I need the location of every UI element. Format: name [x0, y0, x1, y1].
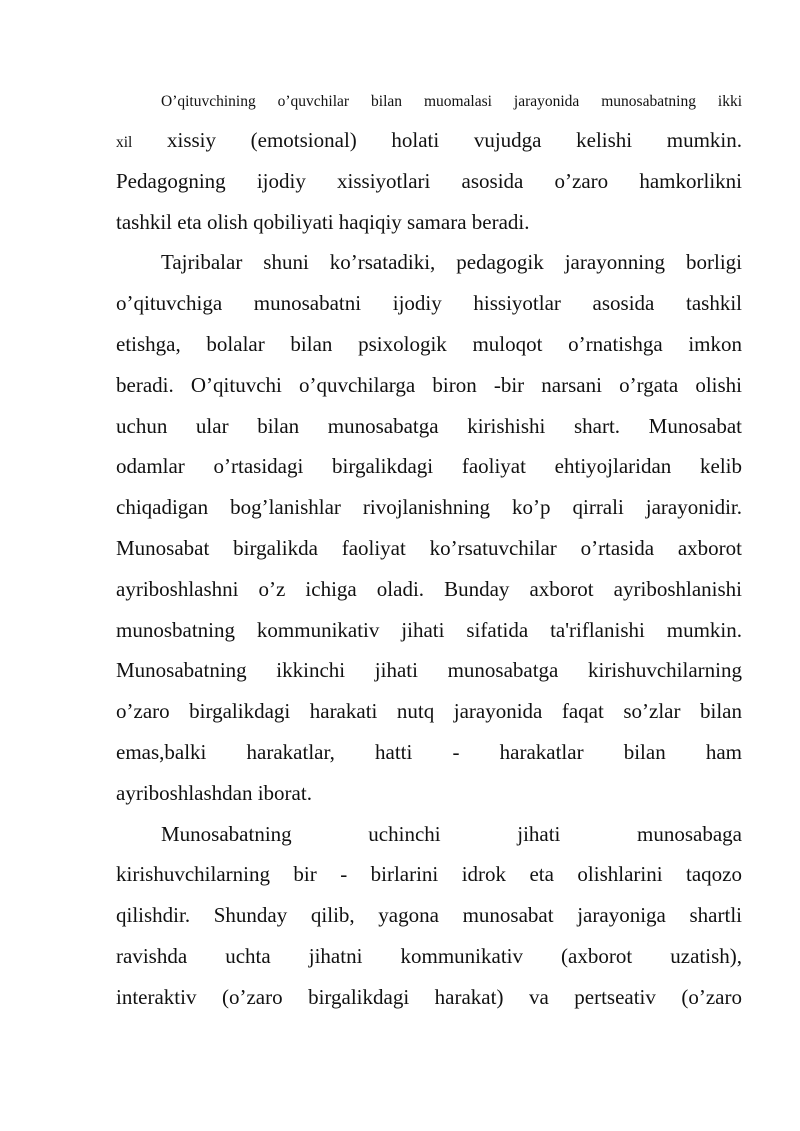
text-line: emas,balki harakatlar, hatti - harakatlar bilan ham	[116, 739, 742, 764]
text-line: qilishdir. Shunday qilib, yagona munosabat jarayoniga shartli	[116, 903, 742, 928]
text-line: Munosabatning ikkinchi jihati munosabatga kirishuvchilarning	[116, 658, 742, 683]
text-line: Munosabatning uchinchi jihati munosabaga	[161, 821, 742, 846]
text-line: odamlar o’rtasidagi birgalikdagi faoliyat ehtiyojlaridan kelib	[116, 454, 742, 479]
text-line: interaktiv (o’zaro birgalikdagi harakat) va pertseativ (o’zaro	[116, 984, 742, 1009]
text-line: Munosabat birgalikda faoliyat ko’rsatuvchilar o’rtasida axborot	[116, 535, 742, 560]
text-line: Pedagogning ijodiy xissiyotlari asosida o’zaro hamkorlikni	[116, 168, 742, 193]
text-line: chiqadigan bog’lanishlar rivojlanishning ko’p qirrali jarayonidir.	[116, 495, 742, 520]
text-line	[116, 120, 742, 161]
text-line: o’zaro birgalikdagi harakati nutq jarayonida faqat so’zlar bilan	[116, 699, 742, 724]
text-line: O’qituvchining o’quvchilar bilan muomalasi jarayonida munosabatning ikki	[161, 93, 742, 110]
paragraph	[116, 814, 742, 1018]
text-line: munosbatning kommunikativ jihati sifatida ta'riflanishi mumkin.	[116, 617, 742, 642]
paragraph	[116, 84, 742, 242]
paragraph	[116, 242, 742, 813]
text-line: etishga, bolalar bilan psixologik muloqot o’rnatishga imkon	[116, 331, 742, 356]
text-line: beradi. O’qituvchi o’quvchilarga biron -bir narsani o’rgata olishi	[116, 372, 742, 397]
text-line: ayriboshlashni o’z ichiga oladi. Bunday axborot ayriboshlanishi	[116, 576, 742, 601]
document-page	[116, 84, 742, 1018]
text-line: kirishuvchilarning bir - birlarini idrok eta olishlarini taqozo	[116, 862, 742, 887]
text-line: ravishda uchta jihatni kommunikativ (axborot uzatish),	[116, 943, 742, 968]
text-line: Tajribalar shuni ko’rsatadiki, pedagogik jarayonning borligi	[161, 250, 742, 275]
text-line: ayriboshlashdan iborat.	[116, 780, 312, 805]
text-line: tashkil eta olish qobiliyati haqiqiy samara beradi.	[116, 209, 530, 234]
text-line: uchun ular bilan munosabatga kirishishi shart. Munosabat	[116, 413, 742, 438]
text-fragment: xil	[116, 134, 133, 151]
text-line: o’qituvchiga munosabatni ijodiy hissiyotlar asosida tashkil	[116, 291, 742, 316]
text-fragment: xissiy (emotsional) holati vujudga kelishi mumkin.	[167, 128, 742, 152]
